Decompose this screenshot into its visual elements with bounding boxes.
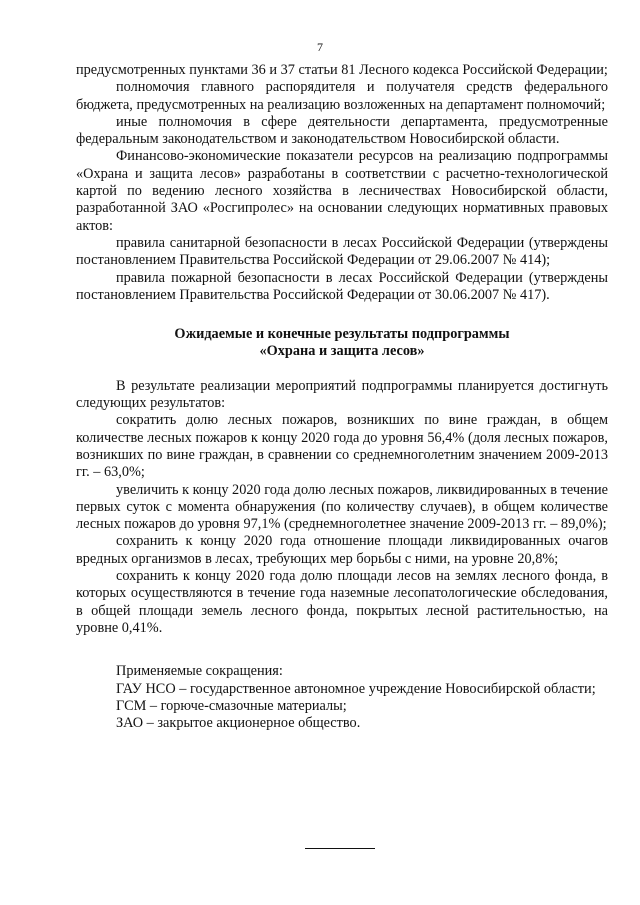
paragraph: сохранить к концу 2020 года долю площади лесов на землях лесного фонда, в которых осуществляются в течение года наземные лесопатологические обследования, в общей площади земель лесного фонда, покрытых лесной растительностью, на уровне 0,41%.	[76, 568, 608, 636]
heading-line-1: Ожидаемые и конечные результаты подпрограммы	[174, 326, 510, 343]
section-results	[76, 378, 608, 637]
paragraph: Финансово-экономические показатели ресурсов на реализацию подпрограммы «Охрана и защита лесов» разработаны в соответствии с расчетно-технологической картой по ведению лесного хозяйства в лесничествах Новосибирской области, разработанной ЗАО «Росгипролес» на основании следующих нормативных правовых актов:	[76, 148, 608, 234]
page-number: 7	[317, 40, 323, 54]
abbreviations-intro: Применяемые сокращения:	[116, 663, 283, 680]
paragraph: предусмотренных пунктами 36 и 37 статьи 81 Лесного кодекса Российской Федерации;	[76, 62, 608, 78]
abbreviations-list	[76, 663, 608, 732]
abbreviation-item: ГСМ – горюче-смазочные материалы;	[116, 697, 347, 714]
paragraph: увеличить к концу 2020 года долю лесных пожаров, ликвидированных в течение первых суток с момента обнаружения (по количеству случаев), в общем количестве лесных пожаров до уровня 97,1% (среднемноголетнее значение 2009-2013 гг. – 89,0%);	[76, 481, 608, 533]
paragraph: сохранить к концу 2020 года отношение площади ликвидированных очагов вредных организмов в лесах, требующих мер борьбы с ними, на уровне 20,8%;	[76, 533, 608, 567]
abbreviation-item: ЗАО – закрытое акционерное общество.	[116, 715, 361, 732]
paragraph: сократить долю лесных пожаров, возникших по вине граждан, в общем количестве лесных пожаров к концу 2020 года до уровня 56,4% (доля лесных пожаров, возникших по вине граждан, в сравнении со среднемноголетним значением 2009-2013 гг. – 63,0%;	[76, 412, 608, 481]
end-rule	[305, 848, 375, 849]
paragraph: полномочия главного распорядителя и получателя средств федерального бюджета, предусмотренных на реализацию возложенных на департамент полномочий;	[76, 79, 608, 113]
paragraph: правила санитарной безопасности в лесах Российской Федерации (утверждены постановлением Правительства Российской Федерации от 29.06.2007 № 414);	[76, 234, 608, 269]
document-body	[76, 62, 608, 732]
section-heading	[76, 326, 608, 361]
paragraph: иные полномочия в сфере деятельности департамента, предусмотренные федеральным законодательством и законодательством Новосибирской области.	[76, 113, 608, 148]
paragraph: правила пожарной безопасности в лесах Российской Федерации (утверждены постановлением Правительства Российской Федерации от 30.06.2007 № 417).	[76, 269, 608, 303]
paragraph: В результате реализации мероприятий подпрограммы планируется достигнуть следующих результатов:	[76, 377, 608, 412]
abbreviation-item: ГАУ НСО – государственное автономное учреждение Новосибирской области;	[116, 680, 596, 697]
heading-line-2: «Охрана и защита лесов»	[259, 343, 425, 360]
section-powers	[76, 62, 608, 304]
